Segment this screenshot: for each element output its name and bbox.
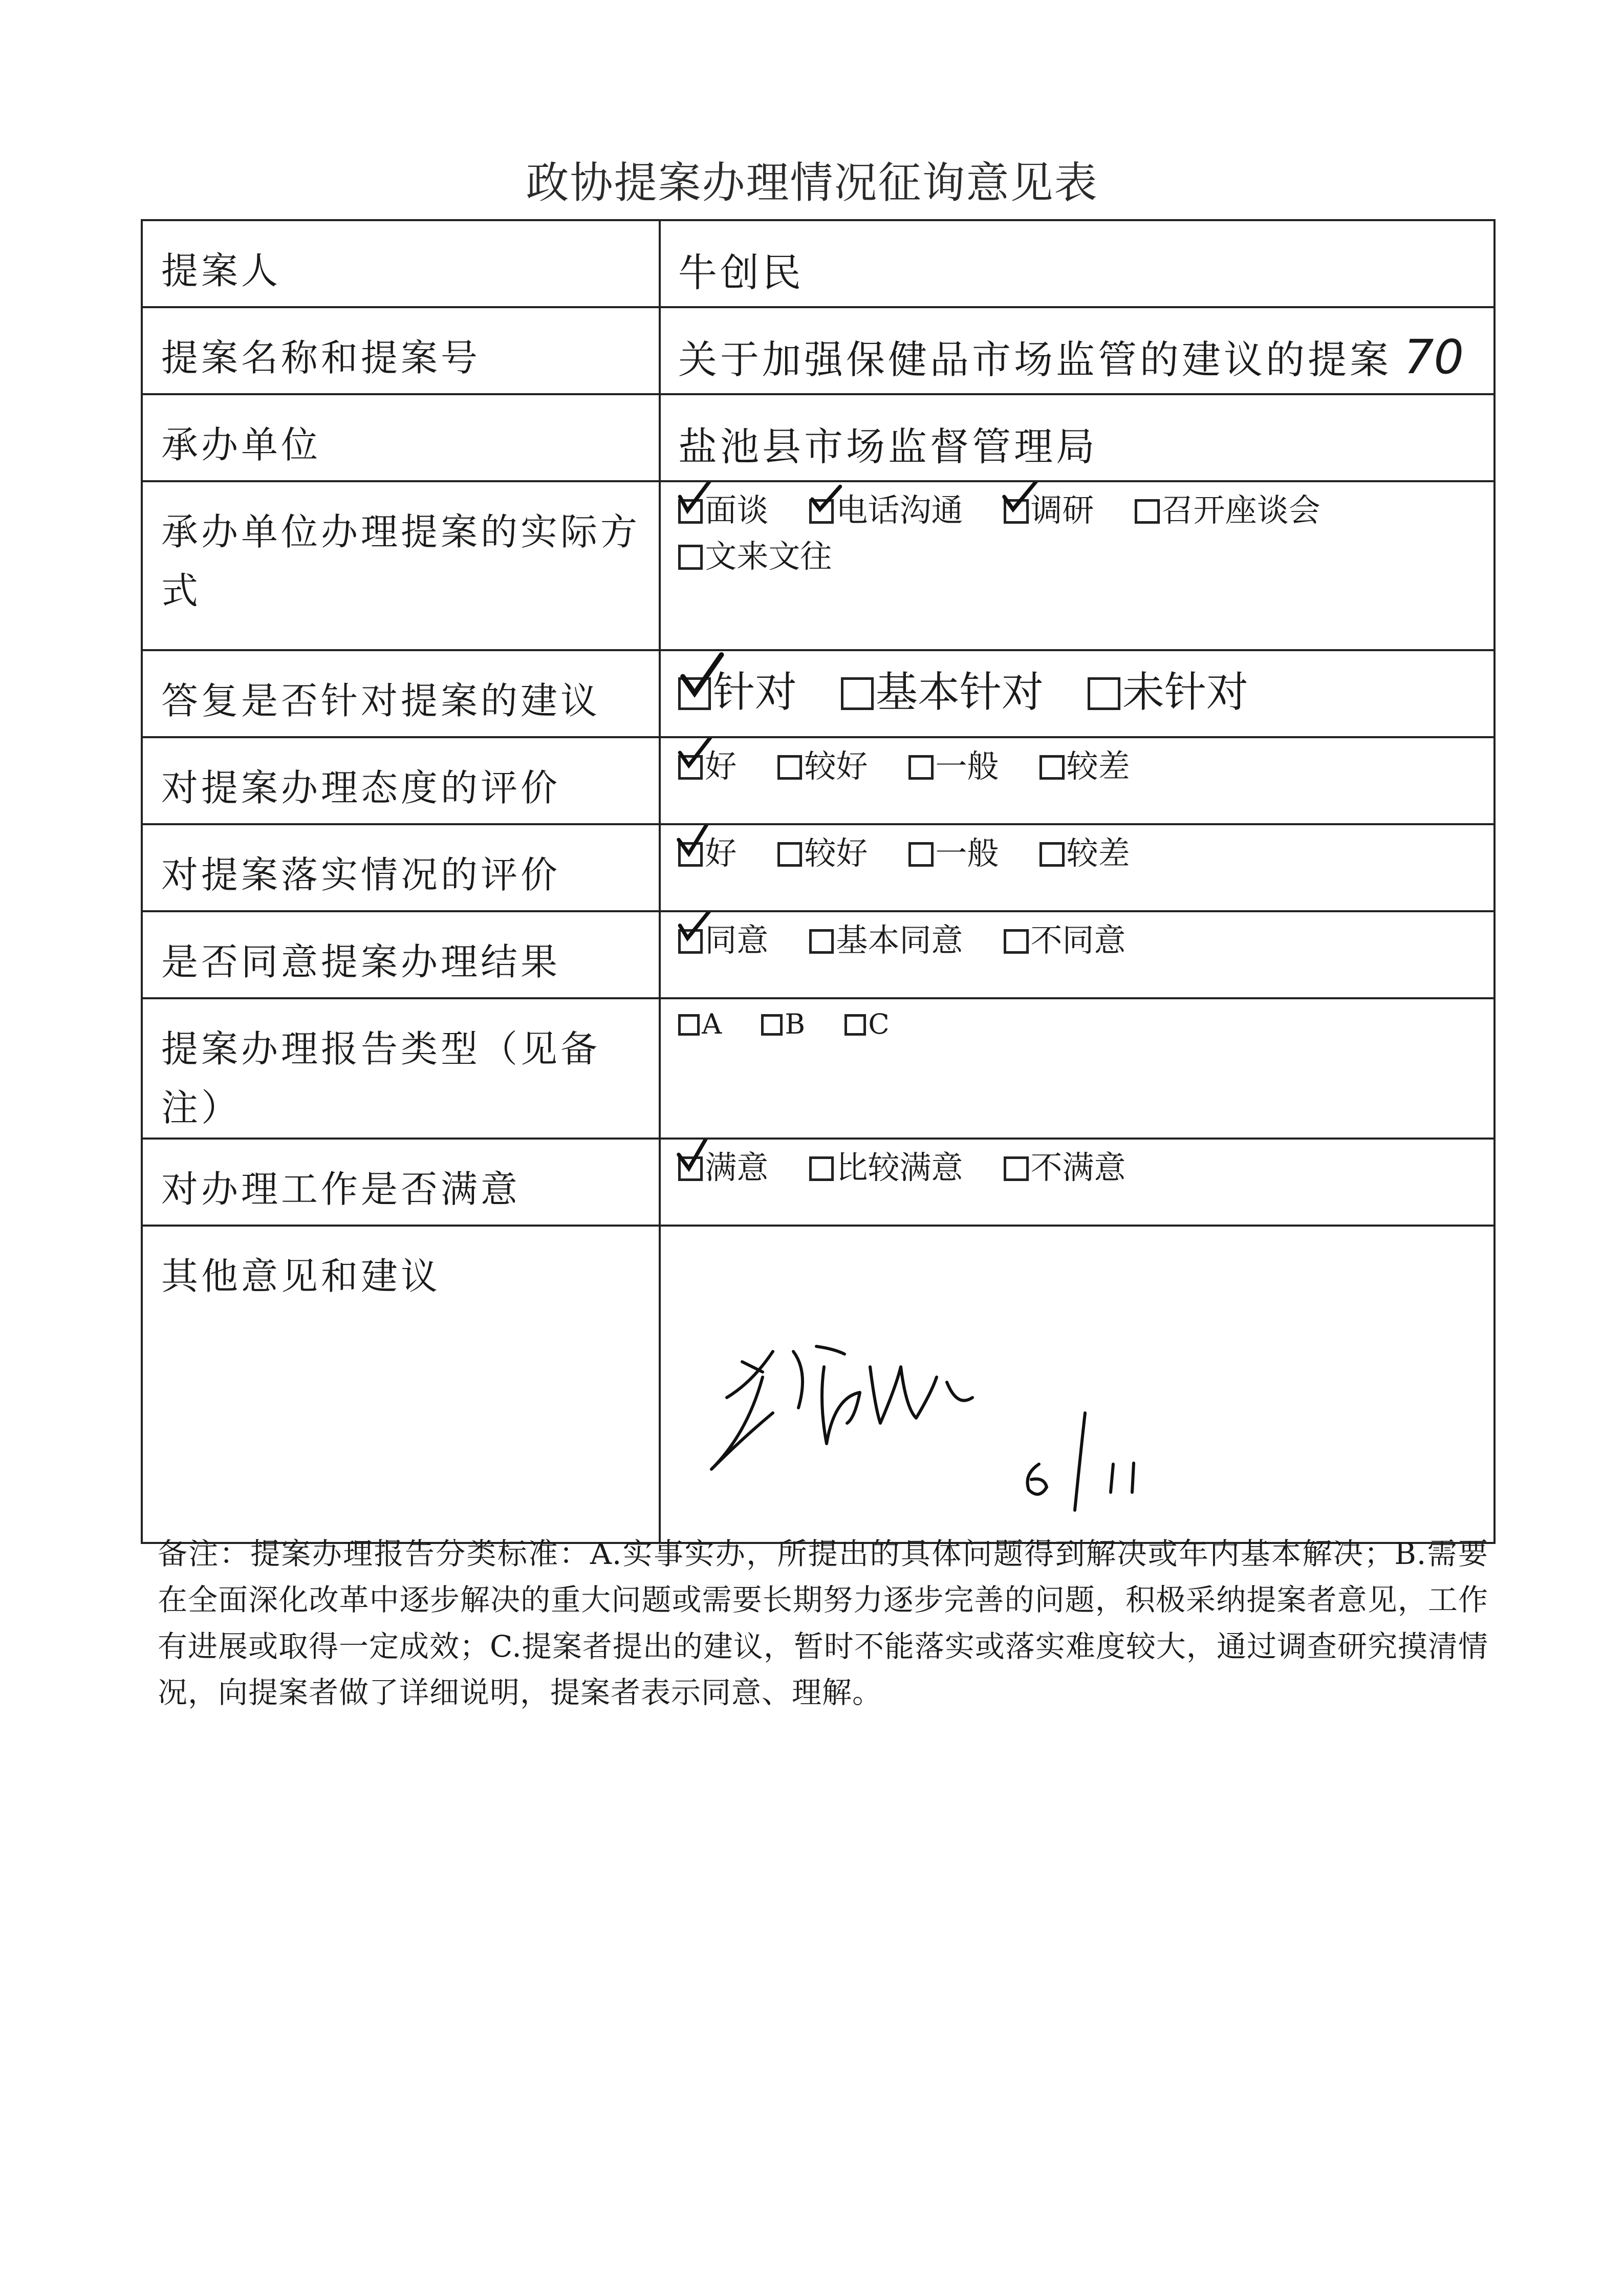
option-type-b[interactable]: B — [761, 1004, 805, 1044]
option-basically-targeted[interactable]: 基本针对 — [841, 662, 1044, 723]
checkbox-icon — [908, 842, 933, 867]
option-type-c[interactable]: C — [845, 1004, 889, 1044]
check-mark-icon — [676, 911, 714, 948]
label-agree: 是否同意提案办理结果 — [142, 911, 660, 998]
row-agree — [142, 911, 1495, 998]
row-targeted — [142, 650, 1495, 737]
checkbox-icon — [777, 755, 802, 780]
checkbox-icon — [841, 677, 874, 710]
option-research[interactable]: 调研 — [1004, 487, 1094, 533]
checkbox-icon — [1004, 1156, 1028, 1181]
label-handling-method: 承办单位办理提案的实际方式 — [142, 481, 660, 650]
option-fairly-good[interactable]: 较好 — [777, 743, 868, 789]
handwritten-date-icon — [1019, 1403, 1152, 1515]
label-implementation: 对提案落实情况的评价 — [142, 824, 660, 911]
option-average[interactable]: 一般 — [908, 743, 999, 789]
row-handling-unit — [142, 394, 1495, 481]
check-mark-icon — [676, 481, 714, 518]
checkbox-icon — [809, 929, 834, 954]
checkbox-icon — [845, 1014, 866, 1036]
implementation-options — [678, 830, 1488, 876]
label-other-opinions: 其他意见和建议 — [142, 1226, 660, 1543]
checkbox-icon — [777, 842, 802, 867]
form-title: 政协提案办理情况征询意见表 — [526, 158, 1098, 208]
option-good[interactable]: 好 — [678, 743, 737, 789]
option-disagree[interactable]: 不同意 — [1004, 917, 1125, 963]
check-mark-icon — [676, 737, 714, 774]
value-proposal-name: 关于加强保健品市场监管的建议的提案 — [678, 337, 1392, 382]
satisfaction-options — [678, 1145, 1488, 1191]
option-letters[interactable]: 文来文往 — [678, 533, 832, 580]
label-attitude: 对提案办理态度的评价 — [142, 737, 660, 824]
option-average[interactable]: 一般 — [908, 830, 999, 876]
checkbox-icon — [761, 1014, 783, 1036]
option-dissatisfied[interactable]: 不满意 — [1004, 1145, 1125, 1191]
footnote-classification-standard: 备注：提案办理报告分类标准：A.实事实办，所提出的具体问题得到解决或年内基本解决；B.需要在全面深化改革中逐步解决的重大问题或需要长期努力逐步完善的问题，积极采纳提案者意见，工作有进展或取得一定成效；C.提案者提出的建议，暂时不能落实或落实难度较大，通过调查研究摸清情况，向提案者做了详细说明，提案者表示同意、理解。 — [158, 1536, 1488, 1710]
label-proposer: 提案人 — [142, 220, 660, 307]
row-attitude — [142, 737, 1495, 824]
option-fairly-good[interactable]: 较好 — [777, 830, 868, 876]
option-type-a[interactable]: A — [678, 1004, 722, 1044]
checkbox-icon — [809, 1156, 834, 1181]
option-fairly-satisfied[interactable]: 比较满意 — [809, 1145, 963, 1191]
option-phone[interactable]: 电话沟通 — [809, 487, 963, 533]
label-targeted: 答复是否针对提案的建议 — [142, 650, 660, 737]
checkbox-icon — [1004, 929, 1028, 954]
checkbox-icon — [678, 1014, 700, 1036]
option-not-targeted[interactable]: 未针对 — [1088, 662, 1248, 723]
check-mark-icon — [676, 1139, 714, 1175]
checkbox-icon — [1040, 755, 1064, 780]
option-poor[interactable]: 较差 — [1040, 743, 1130, 789]
checkbox-icon — [678, 545, 703, 569]
option-satisfied[interactable]: 满意 — [678, 1145, 768, 1191]
value-proposer: 牛创民 — [678, 250, 804, 295]
checkbox-icon — [1040, 842, 1064, 867]
value-handling-unit: 盐池县市场监督管理局 — [678, 424, 1098, 469]
row-proposer — [142, 220, 1495, 307]
label-handling-unit: 承办单位 — [142, 394, 660, 481]
checkbox-icon — [1088, 677, 1120, 710]
row-implementation — [142, 824, 1495, 911]
handwritten-signature-icon — [706, 1331, 993, 1485]
label-satisfaction: 对办理工作是否满意 — [142, 1139, 660, 1226]
attitude-options — [678, 743, 1488, 789]
row-report-type — [142, 998, 1495, 1139]
option-poor[interactable]: 较差 — [1040, 830, 1130, 876]
option-basically-agree[interactable]: 基本同意 — [809, 917, 963, 963]
row-handling-method — [142, 481, 1495, 650]
check-mark-icon — [676, 650, 726, 702]
report-type-options — [678, 1004, 1488, 1044]
row-satisfaction — [142, 1139, 1495, 1226]
option-good[interactable]: 好 — [678, 830, 737, 876]
option-face-talk[interactable]: 面谈 — [678, 487, 768, 533]
handwritten-proposal-number: 70 — [1404, 330, 1464, 384]
checkbox-icon — [1135, 499, 1159, 524]
handling-method-options — [678, 487, 1488, 580]
agree-options — [678, 917, 1488, 963]
option-agree[interactable]: 同意 — [678, 917, 768, 963]
check-mark-icon — [676, 824, 714, 861]
check-mark-icon — [807, 481, 845, 518]
label-proposal-name: 提案名称和提案号 — [142, 307, 660, 394]
check-mark-icon — [1002, 481, 1040, 518]
option-targeted[interactable]: 针对 — [678, 662, 797, 723]
checkbox-icon — [908, 755, 933, 780]
label-report-type: 提案办理报告类型（见备注） — [142, 998, 660, 1139]
row-proposal-name — [142, 307, 1495, 394]
option-symposium[interactable]: 召开座谈会 — [1135, 487, 1320, 533]
targeted-options — [678, 662, 1488, 723]
